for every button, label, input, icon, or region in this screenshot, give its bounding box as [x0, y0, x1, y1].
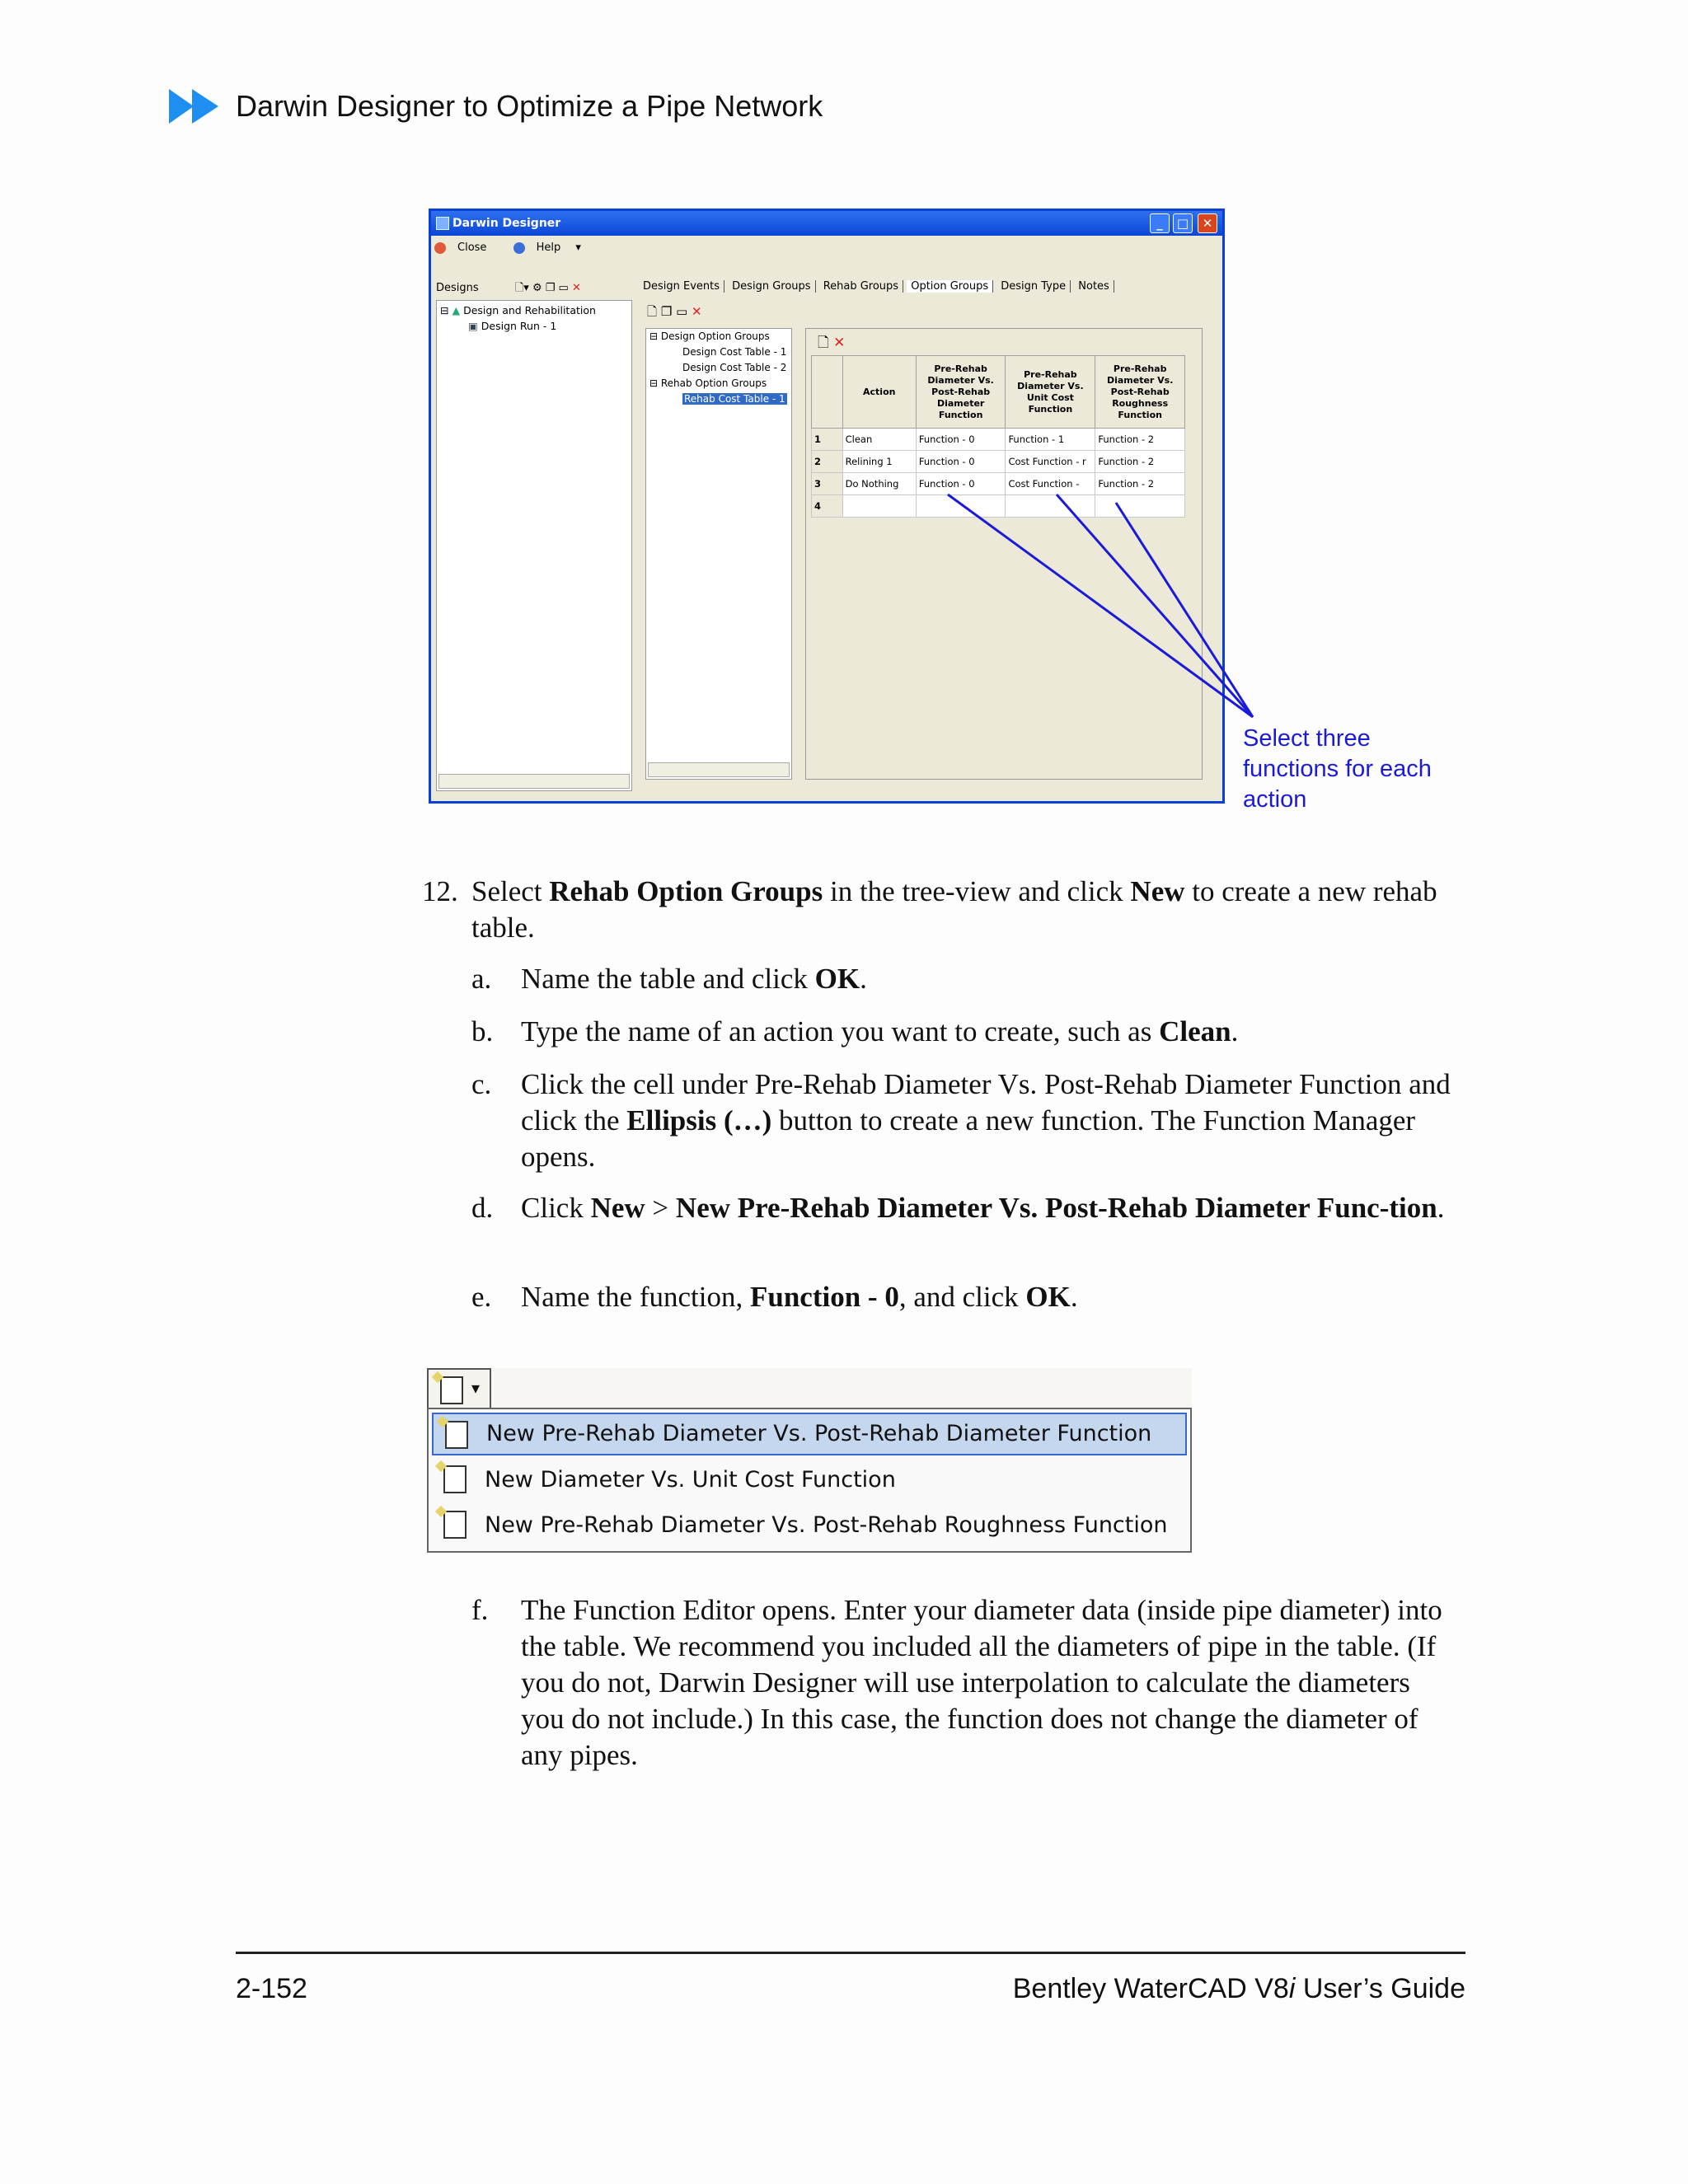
- app-icon: [436, 217, 449, 230]
- guide-title: Bentley WaterCAD V8i User’s Guide: [1012, 1973, 1465, 2004]
- callout-annotation: Select three functions for each action: [1243, 725, 1432, 813]
- col-action[interactable]: Action: [842, 356, 916, 429]
- new-function-icon: [443, 1465, 467, 1493]
- cell-f2[interactable]: Cost Function - r: [1006, 451, 1095, 473]
- tree-design-cost-table-1[interactable]: Design Cost Table - 1: [682, 346, 787, 358]
- new-icon[interactable]: 🗋▾: [514, 282, 529, 294]
- table-row: 3 Do Nothing Function - 0 Cost Function - Function - 2: [812, 473, 1185, 495]
- tab-design-type[interactable]: Design Type: [996, 280, 1071, 293]
- delete-icon[interactable]: ✕: [571, 282, 581, 294]
- col-post-rehab-diameter[interactable]: Pre-Rehab Diameter Vs. Post-Rehab Diameter Function: [916, 356, 1006, 429]
- step-12-text: Select Rehab Option Groups in the tree-view and click New to create a new rehab table.: [471, 875, 1437, 944]
- tab-option-groups[interactable]: Option Groups: [907, 280, 993, 293]
- cell-action[interactable]: [842, 495, 916, 518]
- menu-item-new-post-rehab-diameter[interactable]: New Pre-Rehab Diameter Vs. Post-Rehab Diameter Function: [432, 1413, 1187, 1455]
- option-toolbar: [647, 303, 702, 324]
- tab-strip: [639, 280, 1114, 293]
- tree-rehab-option-groups[interactable]: ⊟ Rehab Option Groups: [649, 377, 767, 389]
- rehab-table-pane: [805, 328, 1203, 780]
- window-titlebar: [431, 211, 1222, 236]
- delete-group-icon[interactable]: ✕: [692, 304, 702, 319]
- cell-f3[interactable]: Function - 2: [1095, 429, 1185, 451]
- cell-f2[interactable]: Function - 1: [1006, 429, 1095, 451]
- option-tree-pane: [645, 328, 792, 780]
- table-row: 2 Relining 1 Function - 0 Cost Function - r Function - 2: [812, 451, 1185, 473]
- cell-f2[interactable]: Cost Function -: [1006, 473, 1095, 495]
- option-hscrollbar[interactable]: [648, 762, 790, 777]
- darwin-designer-window: [429, 209, 1225, 804]
- designs-toolbar: [436, 280, 581, 298]
- double-arrow-icon: [169, 89, 220, 124]
- col-unit-cost[interactable]: Pre-Rehab Diameter Vs. Unit Cost Function: [1006, 356, 1095, 429]
- run-icon[interactable]: ⚙: [532, 282, 542, 294]
- minimize-button[interactable]: _: [1150, 213, 1170, 233]
- step-number: 12.: [422, 875, 458, 907]
- new-function-icon: [443, 1511, 467, 1539]
- tab-rehab-groups[interactable]: Rehab Groups: [819, 280, 903, 293]
- tree-item-design-run[interactable]: ▣ Design Run - 1: [468, 320, 557, 332]
- new-document-icon: [440, 1376, 463, 1404]
- new-function-icon: [445, 1421, 468, 1449]
- new-function-menu: [427, 1408, 1192, 1553]
- designs-label: Designs: [436, 282, 479, 294]
- copy-icon[interactable]: ❐: [545, 282, 556, 294]
- page-number: 2-152: [236, 1973, 307, 2004]
- table-row: 1 Clean Function - 0 Function - 1 Function - 2: [812, 429, 1185, 451]
- new-group-icon[interactable]: 🗋: [647, 304, 658, 319]
- maximize-button[interactable]: □: [1173, 213, 1193, 233]
- help-icon: [513, 242, 525, 254]
- new-dropdown-button[interactable]: [427, 1368, 491, 1409]
- table-row: 4: [812, 495, 1185, 518]
- cell-action[interactable]: Do Nothing: [842, 473, 916, 495]
- menubar: [434, 239, 593, 257]
- menu-help[interactable]: Help ▾: [513, 241, 581, 254]
- delete-row-icon[interactable]: ✕: [833, 335, 846, 351]
- window-title: Darwin Designer: [452, 217, 561, 230]
- cell-f1[interactable]: Function - 0: [916, 451, 1006, 473]
- col-roughness[interactable]: Pre-Rehab Diameter Vs. Post-Rehab Roughness Function: [1095, 356, 1185, 429]
- toolbar-strip: [491, 1368, 1192, 1409]
- cell-f3[interactable]: [1095, 495, 1185, 518]
- tab-design-groups[interactable]: Design Groups: [728, 280, 815, 293]
- tab-design-events[interactable]: Design Events: [639, 280, 724, 293]
- menu-close[interactable]: Close: [434, 241, 498, 254]
- duplicate-icon[interactable]: ❐: [660, 304, 673, 319]
- close-window-button[interactable]: ✕: [1198, 213, 1217, 233]
- cell-f1[interactable]: Function - 0: [916, 473, 1006, 495]
- cell-f1[interactable]: Function - 0: [916, 429, 1006, 451]
- cell-f1[interactable]: [916, 495, 1006, 518]
- cell-action[interactable]: Relining 1: [842, 451, 916, 473]
- close-icon: [434, 242, 446, 254]
- menu-item-new-unit-cost[interactable]: New Diameter Vs. Unit Cost Function: [432, 1459, 1187, 1502]
- cell-f3[interactable]: Function - 2: [1095, 473, 1185, 495]
- tree-rehab-cost-table-1[interactable]: Rehab Cost Table - 1: [684, 393, 785, 405]
- cell-f3[interactable]: Function - 2: [1095, 451, 1185, 473]
- footer-rule: [236, 1952, 1465, 1954]
- rehab-action-table: [811, 355, 1185, 518]
- page-header-title: Darwin Designer to Optimize a Pipe Network: [236, 89, 823, 123]
- tab-notes[interactable]: Notes: [1074, 280, 1114, 293]
- rename-icon[interactable]: ▭: [558, 282, 569, 294]
- tree-item-design-rehab[interactable]: ⊟ ▲ Design and Rehabilitation: [440, 304, 596, 316]
- design-tree-pane: [436, 300, 632, 791]
- tree-design-option-groups[interactable]: ⊟ Design Option Groups: [649, 330, 770, 342]
- cell-f2[interactable]: [1006, 495, 1095, 518]
- new-row-icon[interactable]: 🗋: [818, 335, 829, 351]
- menu-item-new-roughness[interactable]: New Pre-Rehab Diameter Vs. Post-Rehab Roughness Function: [432, 1504, 1187, 1547]
- cell-action[interactable]: Clean: [842, 429, 916, 451]
- chevron-down-icon: ▾: [471, 1380, 481, 1398]
- tree-design-cost-table-2[interactable]: Design Cost Table - 2: [682, 362, 787, 373]
- rename-group-icon[interactable]: ▭: [676, 304, 688, 319]
- left-hscrollbar[interactable]: [438, 774, 630, 789]
- table-toolbar: [818, 332, 845, 356]
